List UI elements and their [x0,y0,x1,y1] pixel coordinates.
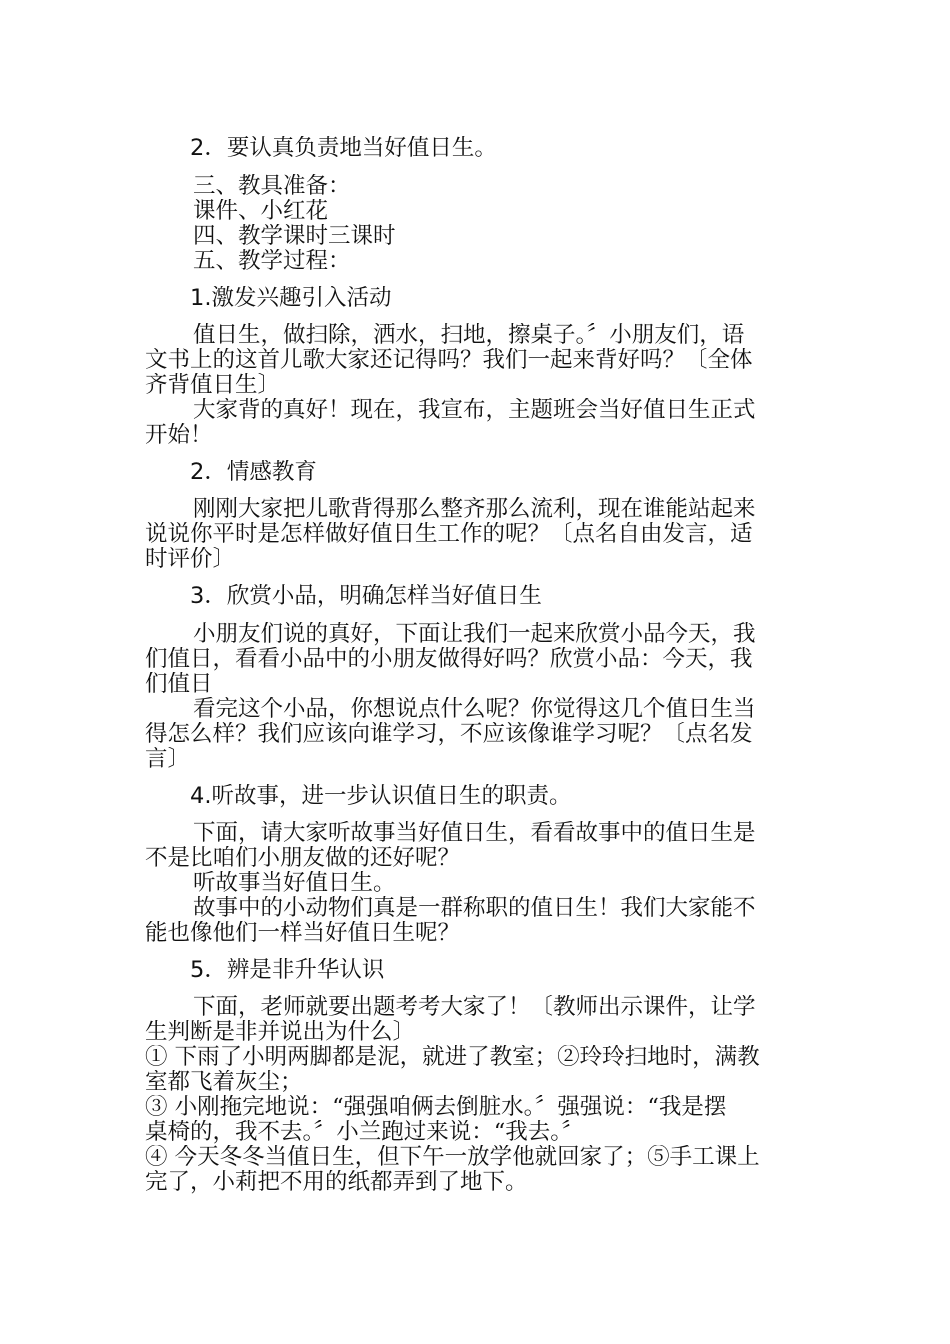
list-item-case-4-5: ④ 今天冬冬当值日生，但下午一放学他就回家了；⑤手工课上 [145,1145,760,1170]
paragraph-line: 得怎么样？我们应该向谁学习，不应该像谁学习呢？〔点名发 [145,722,753,747]
section-heading-5: 5．辨是非升华认识 [190,958,385,983]
section-heading-4: 4.听故事，进一步认识值日生的职责。 [190,784,572,809]
paragraph-line: 生判断是非并说出为什么〕 [145,1020,416,1045]
list-item-case-1-2: ① 下雨了小明两脚都是泥，就进了教室；②玲玲扫地时，满教 [145,1045,760,1070]
list-item-continuation: 完了，小莉把不用的纸都弄到了地下。 [145,1170,528,1195]
section-heading-1: 1.激发兴趣引入活动 [190,286,392,311]
list-item-continuation: 桌椅的，我不去。〞小兰跑过来说：“我去。〞 [145,1120,585,1145]
heading-class-hours: 四、教学课时三课时 [193,224,396,249]
paragraph-line: 下面，请大家听故事当好值日生，看看故事中的值日生是 [193,821,756,846]
section-heading-3: 3．欣赏小品，明确怎样当好值日生 [190,584,542,609]
paragraph-line: 开始！ [145,423,213,448]
heading-teaching-process: 五、教学过程： [193,249,351,274]
paragraph-line: 说说你平时是怎样做好值日生工作的呢？〔点名自由发言，适 [145,522,753,547]
paragraph-line: 们值日，看看小品中的小朋友做得好吗？欣赏小品：今天，我 [145,647,753,672]
heading-teaching-aids: 三、教具准备： [193,174,351,199]
paragraph-line: 文书上的这首儿歌大家还记得吗？我们一起来背好吗？〔全体 [145,348,753,373]
section-heading-2: 2．情感教育 [190,460,317,485]
paragraph-line: 大家背的真好！现在，我宣布，主题班会当好值日生正式 [193,398,756,423]
paragraph-line: 看完这个小品，你想说点什么呢？你觉得这几个值日生当 [193,697,756,722]
paragraph-line: 听故事当好值日生。 [193,871,396,896]
paragraph-line: 刚刚大家把儿歌背得那么整齐那么流利，现在谁能站起来 [193,497,756,522]
paragraph-line: 能也像他们一样当好值日生呢？ [145,921,461,946]
paragraph-line: 言〕 [145,747,191,772]
paragraph-line: 时评价〕 [145,547,236,572]
teaching-aids-text: 课件、小红花 [193,199,329,224]
paragraph-line: 小朋友们说的真好，下面让我们一起来欣赏小品今天，我 [193,622,756,647]
paragraph-line: 齐背值日生〕 [145,373,281,398]
paragraph-line: 下面，老师就要出题考考大家了！〔教师出示课件，让学 [193,995,756,1020]
paragraph-line: 不是比咱们小朋友做的还好呢？ [145,846,461,871]
list-item-continuation: 室都飞着灰尘； [145,1070,303,1095]
list-item-responsibility: 2．要认真负责地当好值日生。 [190,136,497,161]
paragraph-line: 值日生，做扫除，洒水，扫地，擦桌子。〞小朋友们，语 [193,323,745,348]
list-item-case-3: ③ 小刚拖完地说：“强强咱俩去倒脏水。〞强强说：“我是摆 [145,1095,727,1120]
paragraph-line: 们值日 [145,672,213,697]
paragraph-line: 故事中的小动物们真是一群称职的值日生！我们大家能不 [193,896,756,921]
